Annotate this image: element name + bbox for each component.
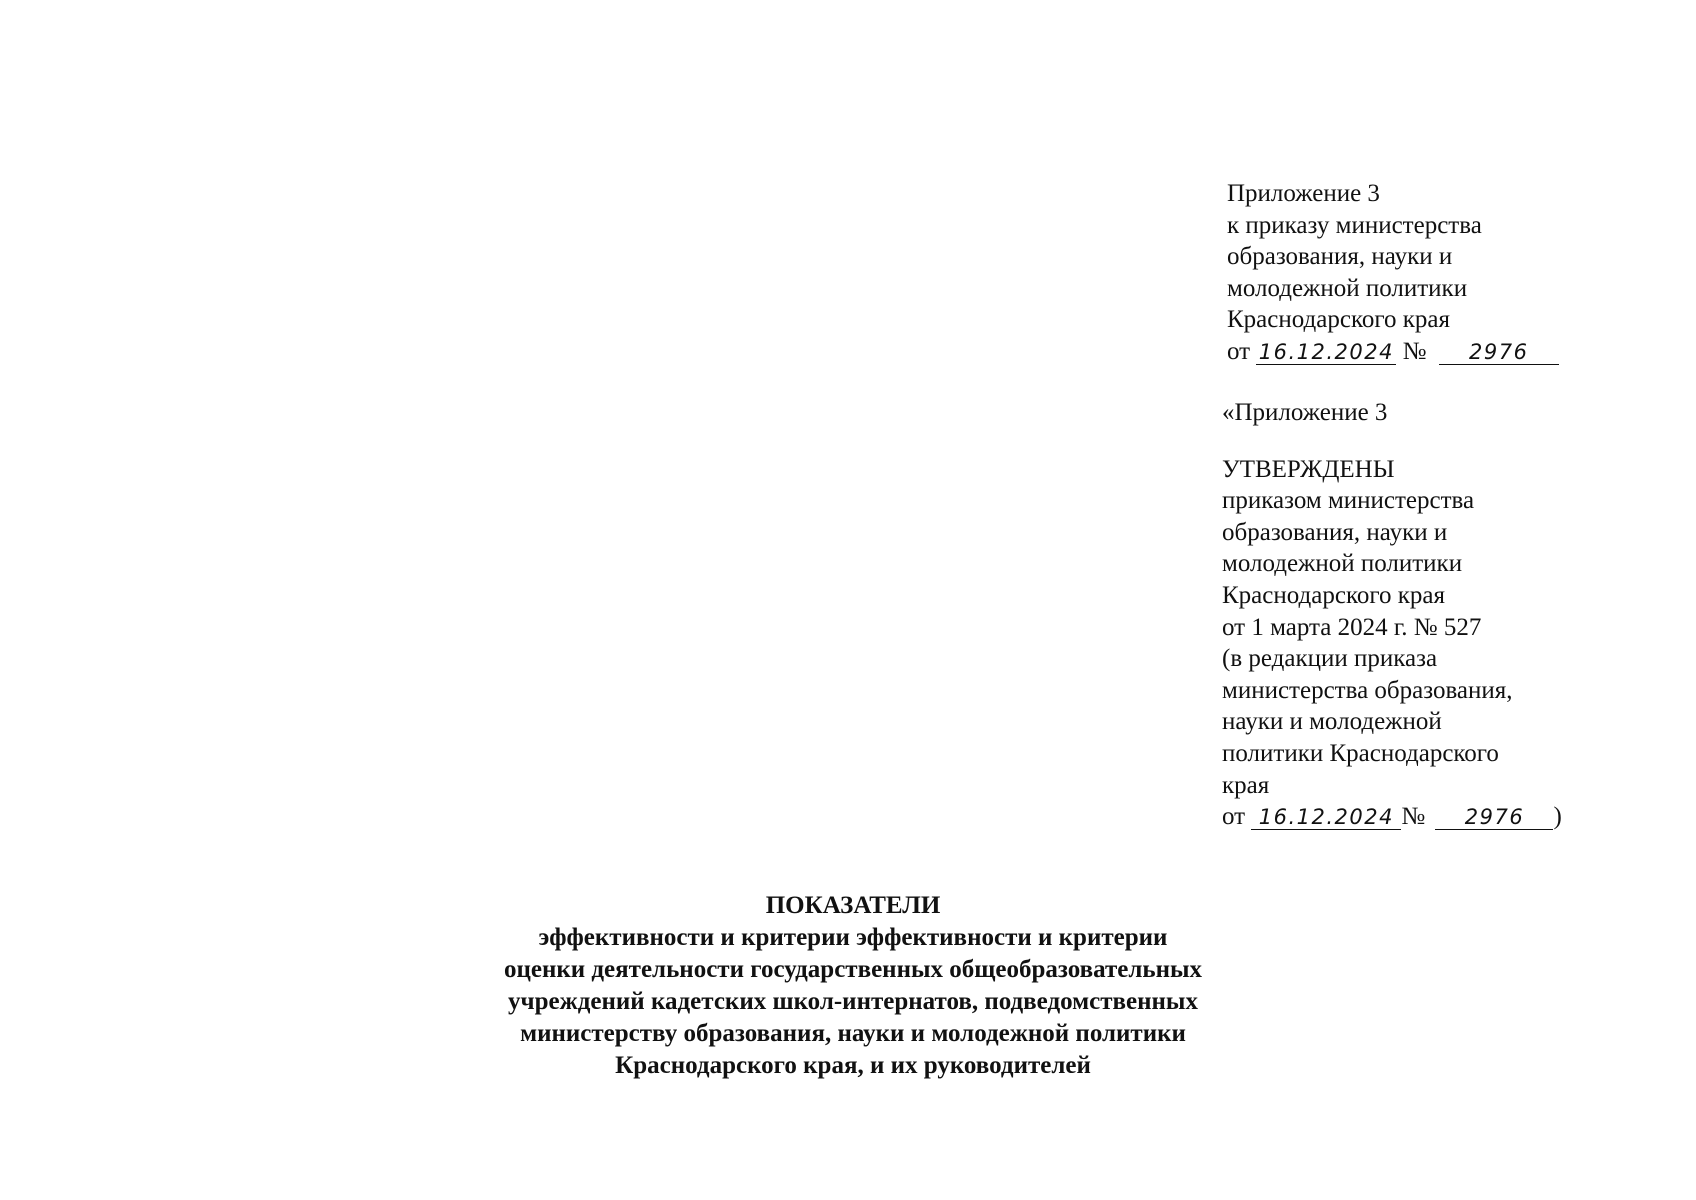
appendix-handwritten-date: 16.12.2024 [1256, 340, 1396, 365]
document-heading: ПОКАЗАТЕЛИ [765, 892, 941, 919]
approved-block [1222, 397, 1562, 833]
appendix-title: Приложение 3 [1227, 180, 1380, 207]
document-subtitle-line: министерству образования, науки и молодежной политики [520, 1020, 1186, 1047]
appendix-line: образования, науки и [1227, 243, 1453, 271]
approved-line: министерства образования, [1222, 676, 1513, 704]
appendix-number-sign: № [1402, 337, 1427, 365]
appendix-line: к приказу министерства [1227, 211, 1482, 239]
approved-line: молодежной политики [1222, 550, 1463, 578]
approved-number-sign: № [1401, 803, 1426, 831]
appendix-date-prefix: от [1227, 337, 1251, 365]
document-subtitle-line: Краснодарского края, и их руководителей [615, 1052, 1091, 1079]
approved-line: Краснодарского края [1222, 581, 1445, 609]
approved-closing-paren: ) [1553, 803, 1562, 831]
approved-line: науки и молодежной [1222, 708, 1442, 736]
approved-line: края [1222, 771, 1270, 799]
approved-heading: УТВЕРЖДЕНЫ [1222, 455, 1395, 483]
approved-line: образования, науки и [1222, 518, 1448, 546]
spacer [1222, 429, 1562, 454]
approved-line: от 1 марта 2024 г. № 527 [1222, 613, 1482, 641]
approved-date-line [1222, 801, 1562, 833]
appendix-handwritten-number: 2976 [1439, 340, 1559, 365]
approved-date-prefix: от [1222, 803, 1246, 831]
approved-handwritten-number: 2976 [1435, 805, 1553, 830]
approved-line: политики Краснодарского [1222, 739, 1499, 767]
document-subtitle-line: оценки деятельности государственных общеобразовательных [503, 956, 1203, 983]
document-subtitle-line: эффективности и критерии эффективности и критерии [538, 924, 1168, 951]
appendix-line: молодежной политики [1227, 274, 1468, 302]
approved-handwritten-date: 16.12.2024 [1251, 805, 1401, 830]
appendix-line: Краснодарского края [1227, 306, 1450, 334]
approved-quote-title: «Приложение 3 [1222, 399, 1388, 426]
approved-line: приказом министерства [1222, 487, 1475, 515]
approved-line: (в редакции приказа [1222, 645, 1438, 673]
appendix-reference-block [1227, 178, 1559, 368]
document-title-block [400, 890, 1306, 1082]
appendix-date-line [1227, 336, 1559, 368]
document-subtitle-line: учреждений кадетских школ-интернатов, подведомственных [508, 988, 1198, 1015]
